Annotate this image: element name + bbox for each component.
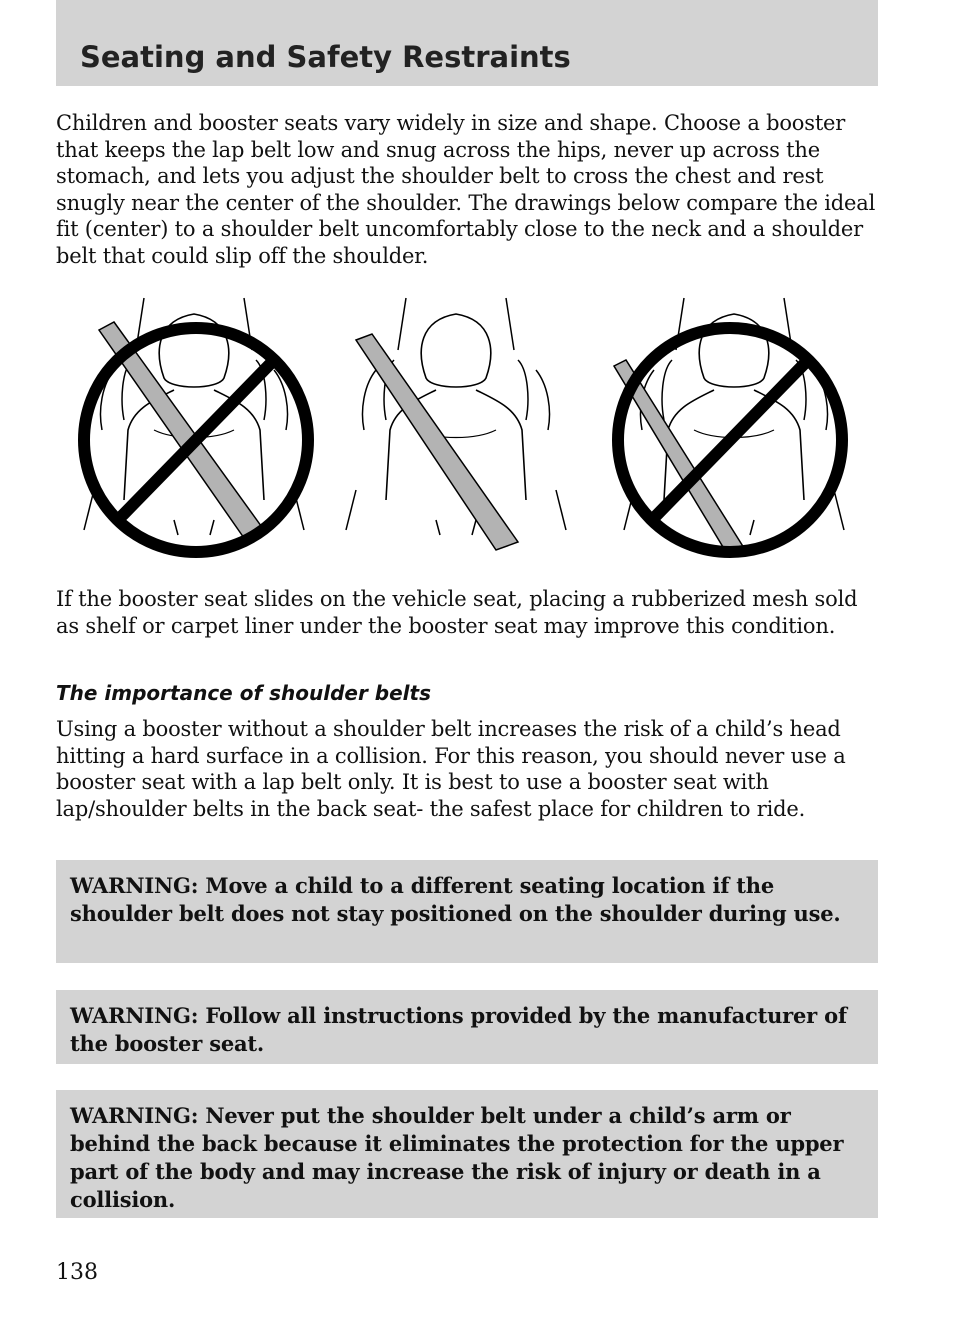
warning-text: WARNING: Follow all instructions provided by the manufacturer of the booster seat.: [70, 1003, 847, 1056]
booster-slide-paragraph: If the booster seat slides on the vehicle seat, placing a rubberized mesh sold as shelf or carpet liner under the booster seat may improve this condition.: [56, 587, 858, 638]
shoulder-belts-heading: The importance of shoulder belts: [56, 681, 431, 705]
section-title: Seating and Safety Restraints: [80, 40, 571, 74]
warning-box: [56, 990, 878, 1064]
prohibited-belt-near-neck-icon: [84, 298, 308, 552]
prohibited-belt-off-shoulder-icon: [614, 298, 844, 552]
warning-box: [56, 1090, 878, 1218]
page-number: 138: [56, 1260, 98, 1285]
warning-text: WARNING: Move a child to a different seating location if the shoulder belt does not stay positioned on the shoulder during use.: [70, 873, 841, 926]
intro-paragraph: Children and booster seats vary widely in size and shape. Choose a booster that keeps the lap belt low and snug across the hips, never up across the stomach, and lets you adjust the shoulder belt to cross the chest and rest snugly near the center of the shoulder. The drawings below compare the ideal fit (center) to a shoulder belt uncomfortably close to the neck and a shoulder belt that could slip off the shoulder.: [56, 111, 876, 268]
warning-box: [56, 860, 878, 963]
shoulder-belts-paragraph: Using a booster without a shoulder belt increases the risk of a child’s head hitting a hard surface in a collision. For this reason, you should never use a booster seat with a lap belt only. It is best to use a booster seat with lap/shoulder belts in the back seat- the safest place for children to ride.: [56, 717, 846, 821]
belt-fit-drawings: [56, 290, 886, 570]
belt-fit-illustration: [56, 290, 886, 570]
warning-text: WARNING: Never put the shoulder belt under a child’s arm or behind the back because it eliminates the protection for the upper part of the body and may increase the risk of injury or death in a collision.: [70, 1103, 844, 1212]
correct-belt-fit-icon: [346, 298, 566, 550]
